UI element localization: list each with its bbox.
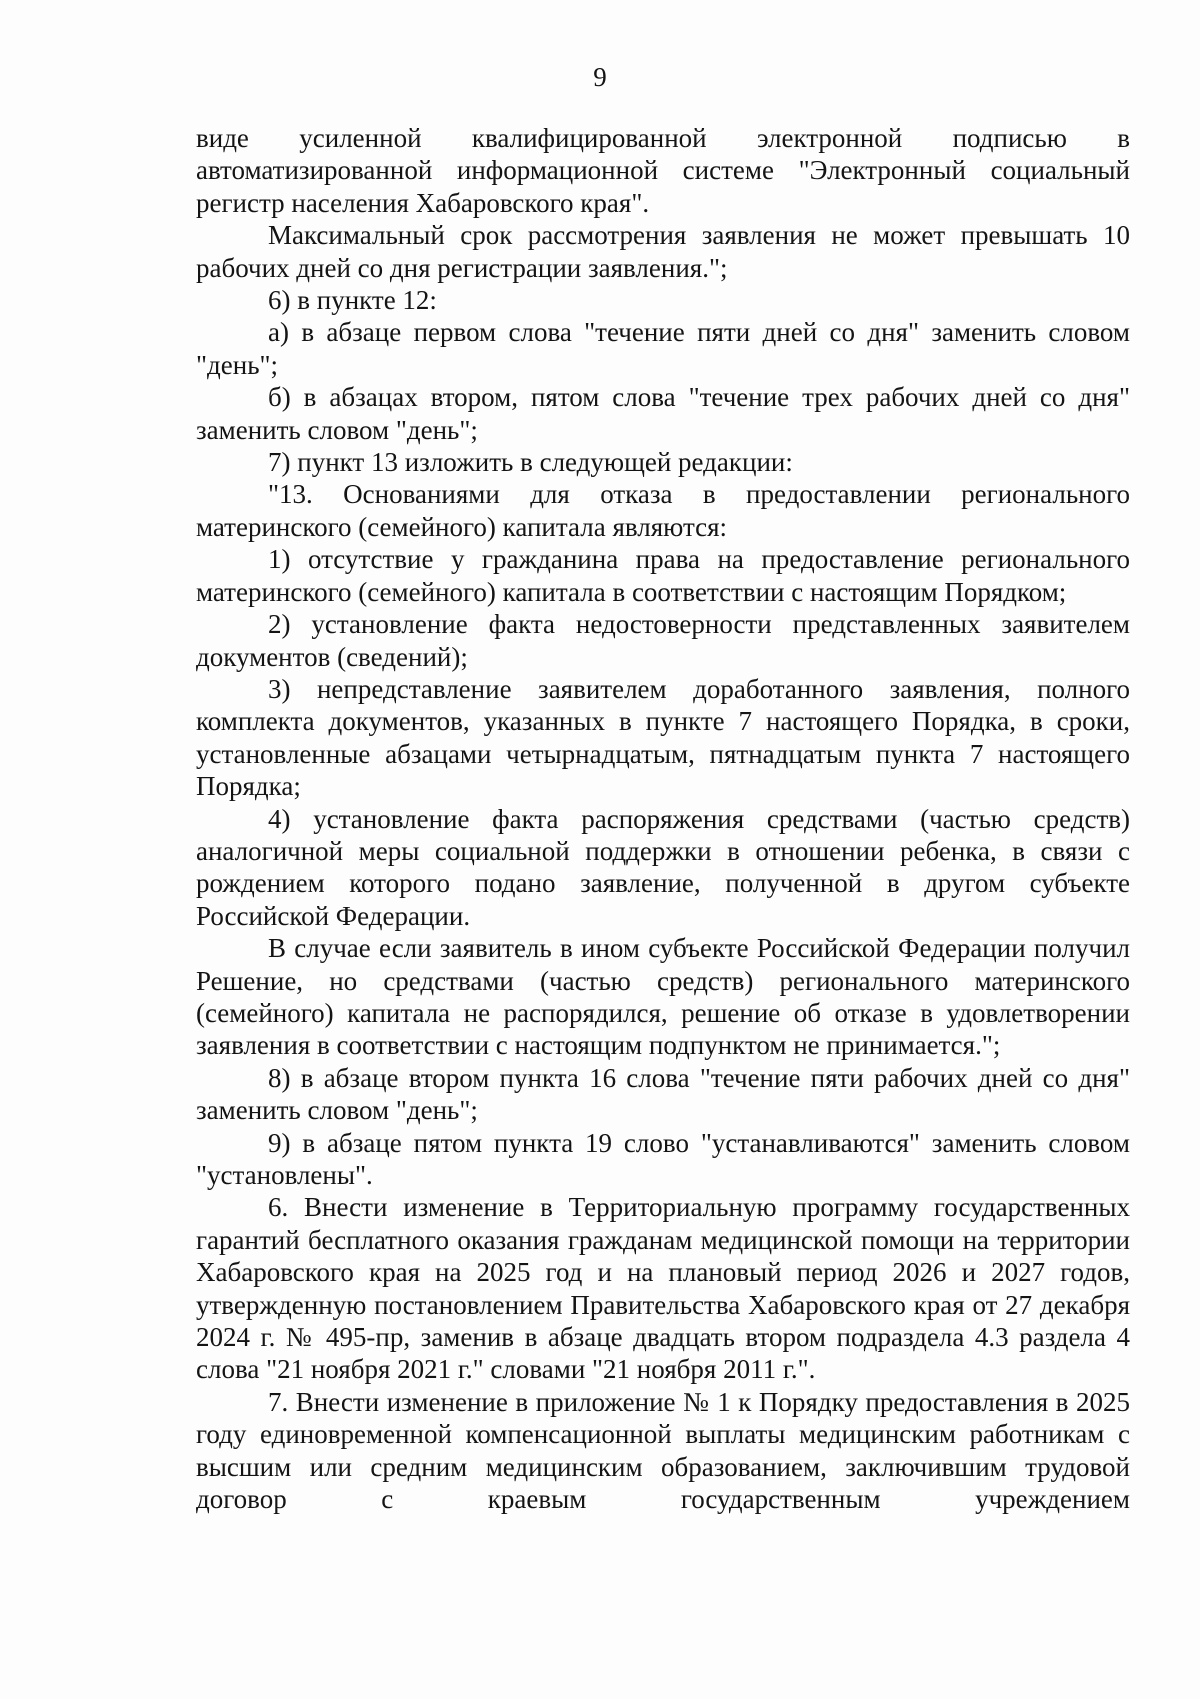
paragraph-ground-4: 4) установление факта распоряжения средствами (частью средств) аналогичной меры социальной поддержки в отношении ребенка, в связи с рождением которого подано заявление, полученной в другом субъекте Российской Федерации. xyxy=(196,803,1130,931)
paragraph-item-6-point-12: 6) в пункте 12: xyxy=(268,285,437,316)
paragraph-signature-continuation: виде усиленной квалифицированной электронной подписью в автоматизированной информационной системе "Электронный социальный регистр населения Хабаровского края". xyxy=(196,123,1130,218)
paragraph-ground-2: 2) установление факта недостоверности представленных заявителем документов (сведений); xyxy=(196,609,1130,672)
paragraph-max-review-period: Максимальный срок рассмотрения заявления не может превышать 10 рабочих дней со дня регистрации заявления."; xyxy=(196,220,1130,283)
document-body xyxy=(196,122,1130,1515)
paragraph-subitem-a: а) в абзаце первом слова "течение пяти дней со дня" заменить словом "день"; xyxy=(196,317,1130,380)
paragraph-subitem-b: б) в абзацах втором, пятом слова "течение трех рабочих дней со дня" заменить словом "день"; xyxy=(196,382,1130,445)
paragraph-item-8-point-16: 8) в абзаце втором пункта 16 слова "течение пяти рабочих дней со дня" заменить словом "день"; xyxy=(196,1062,1130,1126)
paragraph-ground-1: 1) отсутствие у гражданина права на предоставление регионального материнского (семейного) капитала в соответствии с настоящим Порядком; xyxy=(196,544,1130,607)
paragraph-point-13-grounds: "13. Основаниями для отказа в предоставлении регионального материнского (семейного) капитала являются: xyxy=(196,479,1130,542)
paragraph-item-7-point-13: 7) пункт 13 изложить в следующей редакции: xyxy=(268,447,793,478)
paragraph-other-subject-case: В случае если заявитель в ином субъекте Российской Федерации получил Решение, но средствами (частью средств) регионального материнского (семейного) капитала не распорядился, решение об отказе в удовлетворении заявления в соответствии с настоящим подпунктом не принимается."; xyxy=(196,933,1130,1061)
paragraph-section-7-compensation-payment: 7. Внести изменение в приложение № 1 к Порядку предоставления в 2025 году единовременной компенсационной выплаты медицинским работникам с высшим или средним медицинским образованием, заключившим трудовой договор с краевым государственным учреждением xyxy=(196,1386,1130,1515)
paragraph-section-6-territorial-program: 6. Внести изменение в Территориальную программу государственных гарантий бесплатного оказания гражданам медицинской помощи на территории Хабаровского края на 2025 год и на плановый период 2026 и 2027 годов, утвержденную постановлением Правительства Хабаровского края от 27 декабря 2024 г. № 495-пр, заменив в абзаце двадцать втором подраздела 4.3 раздела 4 слова "21 ноября 2021 г." словами "21 ноября 2011 г.". xyxy=(196,1192,1130,1385)
paragraph-item-9-point-19: 9) в абзаце пятом пункта 19 слово "устанавливаются" заменить словом "установлены". xyxy=(196,1127,1130,1190)
page-number: 9 xyxy=(593,62,607,92)
paragraph-ground-3: 3) непредставление заявителем доработанного заявления, полного комплекта документов, указанных в пункте 7 настоящего Порядка, в сроки, установленные абзацами четырнадцатым, пятнадцатым пункта 7 настоящего Порядка; xyxy=(196,673,1130,802)
